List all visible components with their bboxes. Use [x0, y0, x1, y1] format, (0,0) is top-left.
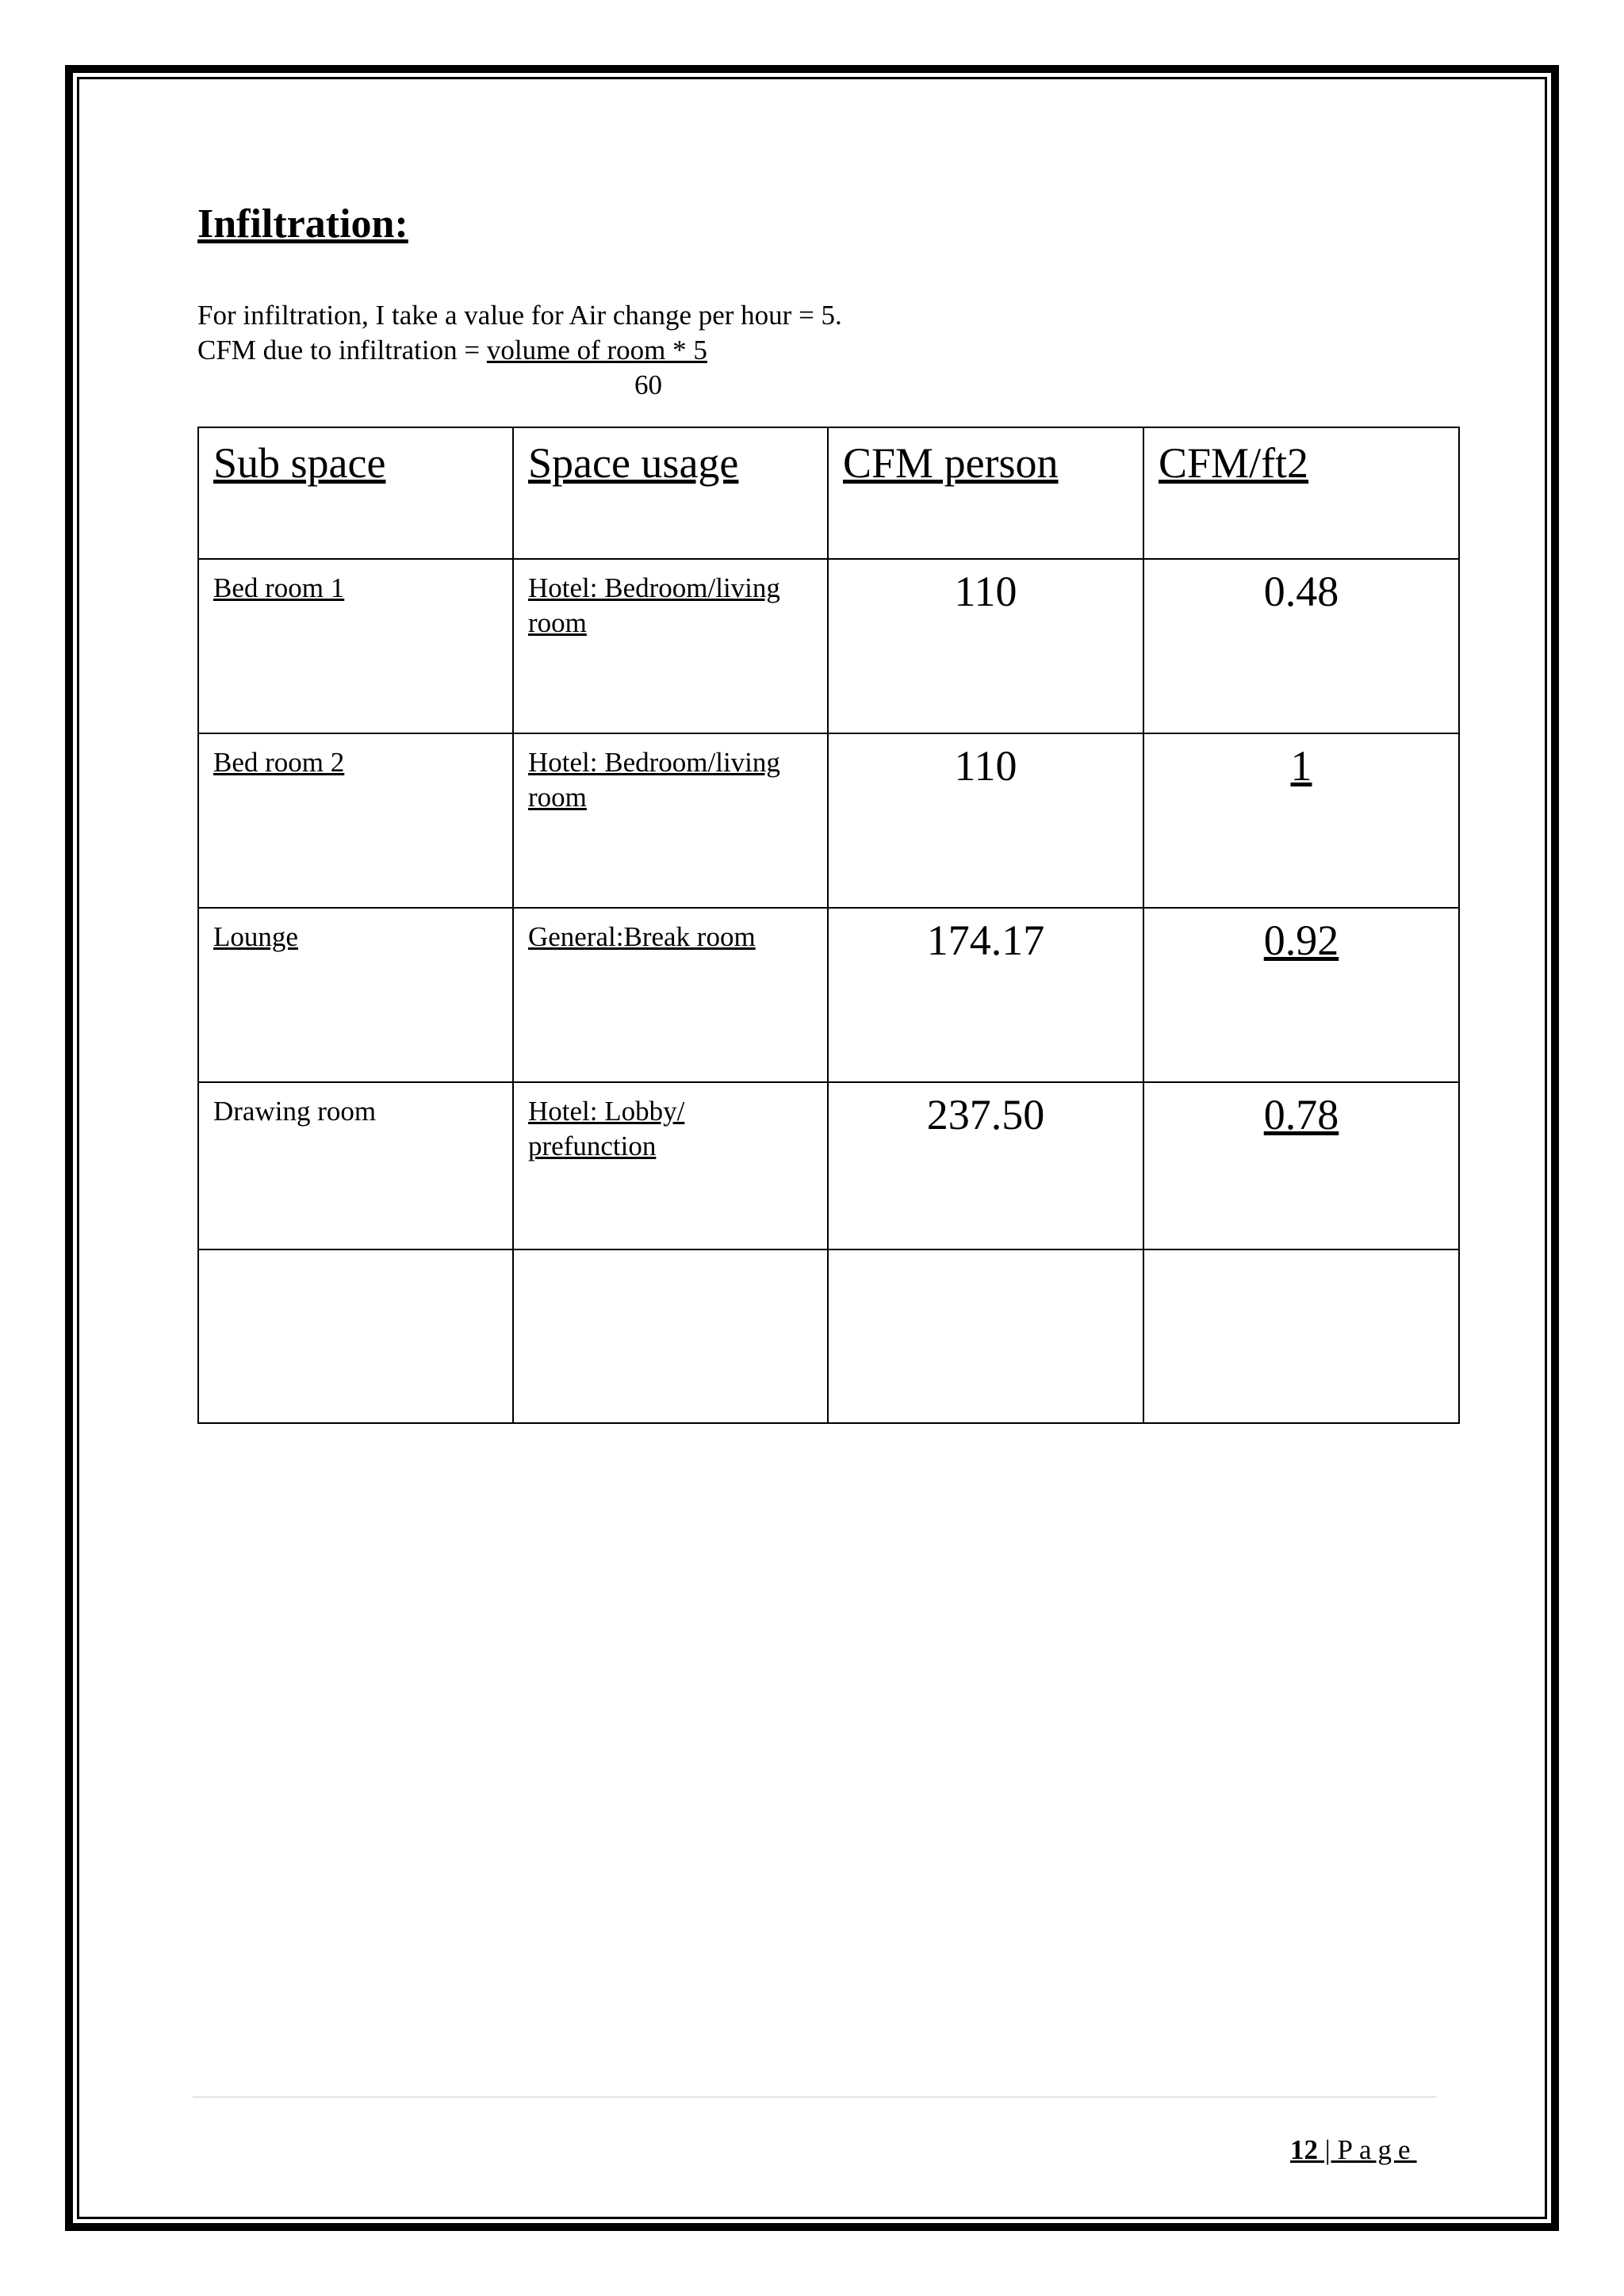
header-cfm-person: CFM person [828, 427, 1143, 559]
cell-sub-space: Bed room 2 [198, 733, 513, 908]
table-header-row [198, 427, 1459, 559]
cell-cfm-person: 110 [828, 559, 1143, 733]
page-separator: | [1318, 2134, 1338, 2165]
cell-cfm-ft2 [1143, 1249, 1459, 1423]
formula-numerator: volume of room * 5 [486, 335, 707, 365]
cell-sub-space: Lounge [198, 908, 513, 1082]
formula-denominator: 60 [634, 369, 662, 400]
intro-line-2 [197, 333, 707, 368]
table-row [198, 1082, 1459, 1249]
table-row [198, 559, 1459, 733]
header-cfm-ft2: CFM/ft2 [1143, 427, 1459, 559]
cell-cfm-ft2: 0.48 [1143, 559, 1459, 733]
table-row [198, 733, 1459, 908]
table-row [198, 908, 1459, 1082]
cell-sub-space [198, 1249, 513, 1423]
intro-line-1: For infiltration, I take a value for Air change per hour = 5. [197, 300, 842, 331]
cell-space-usage: Hotel: Bedroom/living room [513, 733, 828, 908]
cell-cfm-person: 174.17 [828, 908, 1143, 1082]
cell-cfm-ft2: 0.78 [1143, 1082, 1459, 1249]
section-heading: Infiltration: [197, 201, 408, 247]
header-space-usage: Space usage [513, 427, 828, 559]
formula-prefix: CFM due to infiltration = [197, 335, 487, 365]
cell-space-usage: General:Break room [513, 908, 828, 1082]
cell-cfm-person: 237.50 [828, 1082, 1143, 1249]
cell-space-usage [513, 1249, 828, 1423]
cell-space-usage: Hotel: Bedroom/living room [513, 559, 828, 733]
infiltration-table [197, 427, 1460, 1424]
cell-cfm-ft2: 0.92 [1143, 908, 1459, 1082]
header-sub-space: Sub space [198, 427, 513, 559]
cell-cfm-person: 110 [828, 733, 1143, 908]
footer-divider [193, 2096, 1436, 2098]
table-row-empty [198, 1249, 1459, 1423]
cell-cfm-person [828, 1249, 1143, 1423]
page-number: 12 [1290, 2134, 1318, 2165]
page-footer [1290, 2133, 1417, 2168]
cell-space-usage: Hotel: Lobby/ prefunction [513, 1082, 828, 1249]
cell-sub-space: Bed room 1 [198, 559, 513, 733]
cell-sub-space: Drawing room [198, 1082, 513, 1249]
page-label: Page [1337, 2134, 1417, 2165]
cell-cfm-ft2: 1 [1143, 733, 1459, 908]
